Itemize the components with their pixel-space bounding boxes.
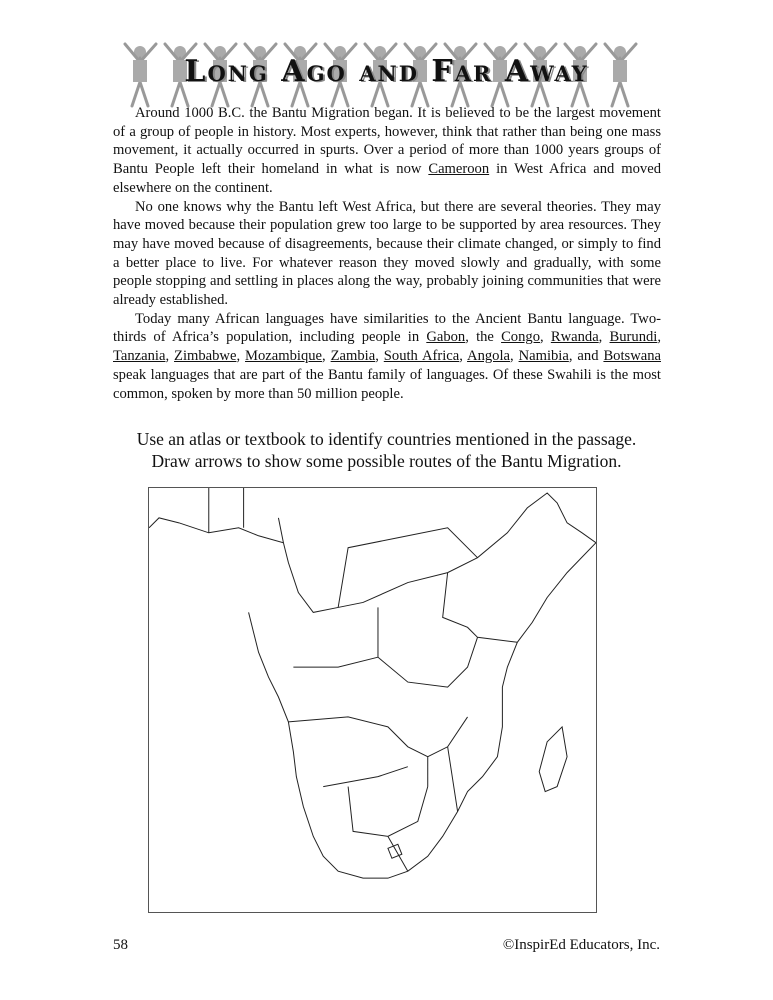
country-mozambique: Mozambique (245, 348, 323, 365)
text: , (459, 348, 468, 365)
instructions (0, 428, 773, 472)
country-rwanda: Rwanda (550, 329, 599, 346)
text: , (510, 348, 519, 365)
text: , (598, 329, 610, 346)
country-congo: Congo (501, 329, 540, 346)
text: Today many African languages have similarities to the Ancient Bantu language. Two-thirds of Africa’s population, including people in (113, 310, 661, 346)
instruction-line-1: Use an atlas or textbook to identify countries mentioned in the passage. (136, 429, 637, 449)
madagascar (539, 727, 567, 792)
page-title: Long Ago and Far Away (184, 54, 589, 89)
text: , and (568, 348, 604, 365)
country-namibia: Namibia (518, 348, 569, 365)
passage (113, 104, 661, 403)
country-botswana: Botswana (603, 348, 661, 365)
country-gabon: Gabon (426, 329, 466, 346)
country-cameroon: Cameroon (428, 161, 490, 178)
text: , (657, 329, 662, 346)
text: , the (465, 329, 502, 346)
text: , (165, 348, 175, 365)
country-burundi: Burundi (609, 329, 658, 346)
page-number: 58 (113, 937, 128, 953)
paragraph-2: No one knows why the Bantu left West Africa, but there are several theories. They may have moved because their population grew too large to be supported by area resources. They may have moved because of disagreements, because their climate changed, or simply to find a better place to live. For whatever reason they moved slowly and gradually, with some people stopping and settling in places along the way, probably joining communities that were already established. (113, 198, 661, 309)
text: , (322, 348, 331, 365)
text: speak languages that are part of the Bantu family of languages. Of these Swahili is the most common, spoken by more than 50 million people. (113, 366, 661, 402)
copyright: ©InspirEd Educators, Inc. (502, 937, 660, 953)
country-south-africa: South Africa (383, 348, 460, 365)
instruction-line-2: Draw arrows to show some possible routes of the Bantu Migration. (151, 451, 622, 471)
text: , (540, 329, 551, 346)
country-tanzania: Tanzania (113, 348, 166, 365)
africa-outline-map (148, 487, 597, 913)
paragraph-3 (113, 310, 661, 404)
country-zambia: Zambia (330, 348, 376, 365)
coastline (149, 493, 596, 878)
country-zimbabwe: Zimbabwe (174, 348, 237, 365)
borders (209, 488, 518, 871)
text: Around 1000 B.C. the Bantu Migration began. It is believed to be the largest movement of a group of people in history. Most experts, however, think that rather than being one mass movement, it actually occurred in spurts. Over a period of more than 1000 years groups of Bantu People left their homeland in what is now (113, 105, 661, 178)
country-angola: Angola (467, 348, 510, 365)
paragraph-1 (113, 104, 661, 198)
text: , (236, 348, 246, 365)
text: in West Africa and moved elsewhere on the continent. (113, 161, 661, 196)
text: , (375, 348, 384, 365)
